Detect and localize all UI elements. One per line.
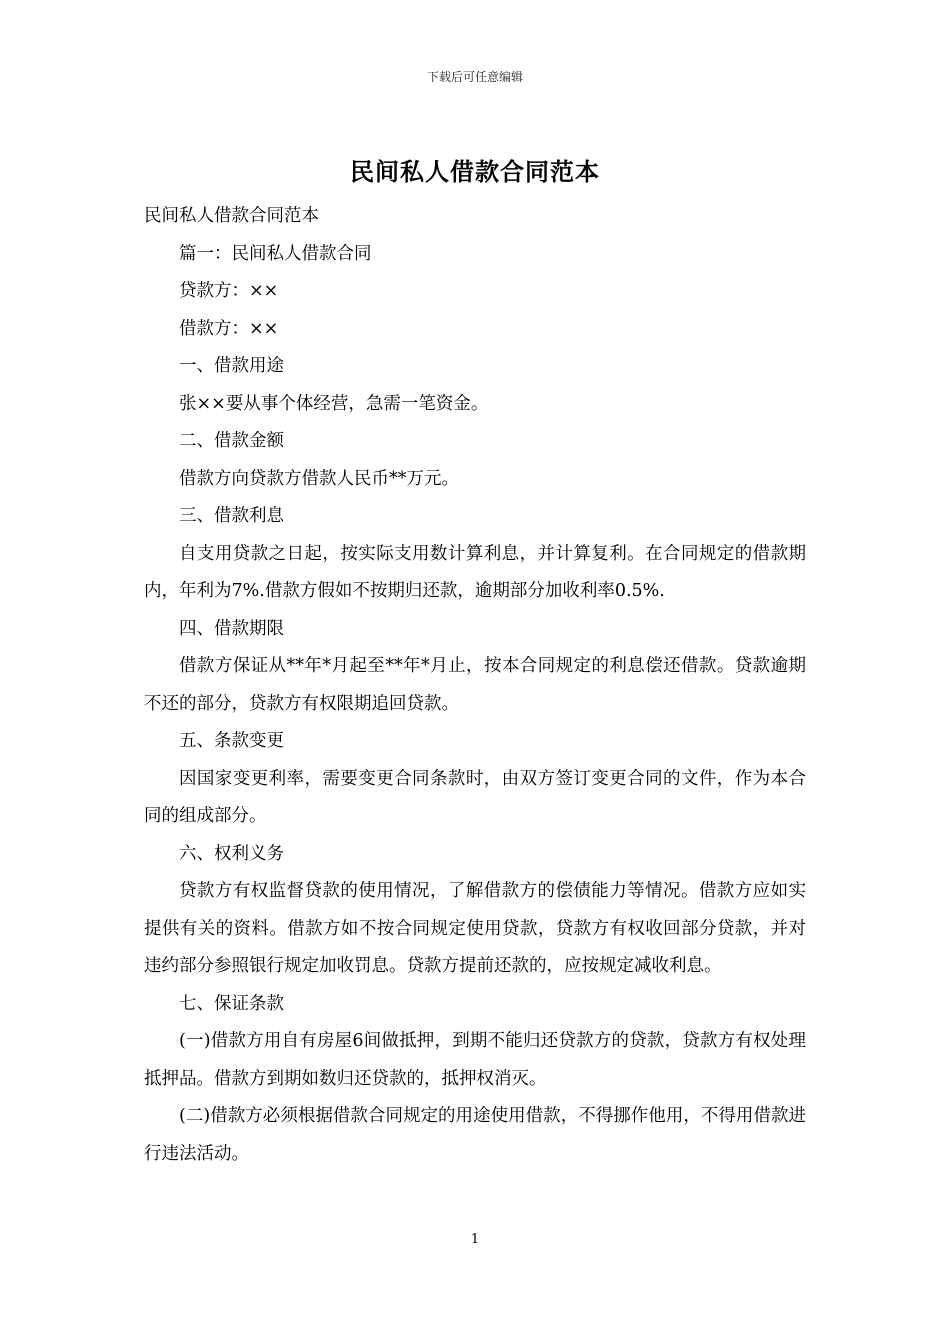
body-paragraph: 三、借款利息 xyxy=(179,506,284,526)
body-paragraph: (二)借款方必须根据借款合同规定的用途使用借款，不得挪作他用，不得用借款进行违法活动。 xyxy=(144,1106,806,1164)
body-paragraph: 五、条款变更 xyxy=(179,731,284,751)
body-paragraph: 七、保证条款 xyxy=(179,993,284,1014)
body-paragraph: 自支用贷款之日起，按实际支用数计算利息，并计算复利。在合同规定的借款期内，年利为7%.借款方假如不按期归还款，逾期部分加收利率0.5%. xyxy=(144,543,806,601)
body-paragraph: 篇一：民间私人借款合同 xyxy=(179,243,372,264)
body-paragraph: 四、借款期限 xyxy=(179,618,284,639)
body-paragraph: 因国家变更利率，需要变更合同条款时，由双方签订变更合同的文件，作为本合同的组成部分。 xyxy=(144,768,806,826)
body-paragraph: 贷款方：×× xyxy=(179,281,279,301)
body-paragraph: 借款方：×× xyxy=(179,318,279,339)
page-header: 下载后可任意编辑 xyxy=(426,70,523,84)
body-paragraph: (一)借款方用自有房屋6间做抵押，到期不能归还贷款方的贷款，贷款方有权处理抵押品。借款方到期如数归还贷款的，抵押权消灭。 xyxy=(144,1031,806,1089)
body-paragraph: 借款方向贷款方借款人民币**万元。 xyxy=(179,468,459,489)
body-paragraph: 二、借款金额 xyxy=(179,431,284,451)
body-paragraph: 一、借款用途 xyxy=(179,356,284,376)
body-paragraph: 六、权利义务 xyxy=(179,843,284,864)
document-body xyxy=(144,198,806,1173)
body-paragraph: 贷款方有权监督贷款的使用情况，了解借款方的偿债能力等情况。借款方应如实提供有关的资料。借款方如不按合同规定使用贷款，贷款方有权收回部分贷款，并对违约部分参照银行规定加收罚息。贷款方提前还款的，应按规定减收利息。 xyxy=(144,881,806,976)
document-title: 民间私人借款合同范本 xyxy=(350,157,600,186)
body-paragraph: 民间私人借款合同范本 xyxy=(144,206,319,226)
page-number: 1 xyxy=(470,1232,480,1247)
body-paragraph: 借款方保证从**年*月起至**年*月止，按本合同规定的利息偿还借款。贷款逾期不还的部分，贷款方有权限期追回贷款。 xyxy=(144,656,806,714)
body-paragraph: 张××要从事个体经营，急需一笔资金。 xyxy=(179,393,489,414)
